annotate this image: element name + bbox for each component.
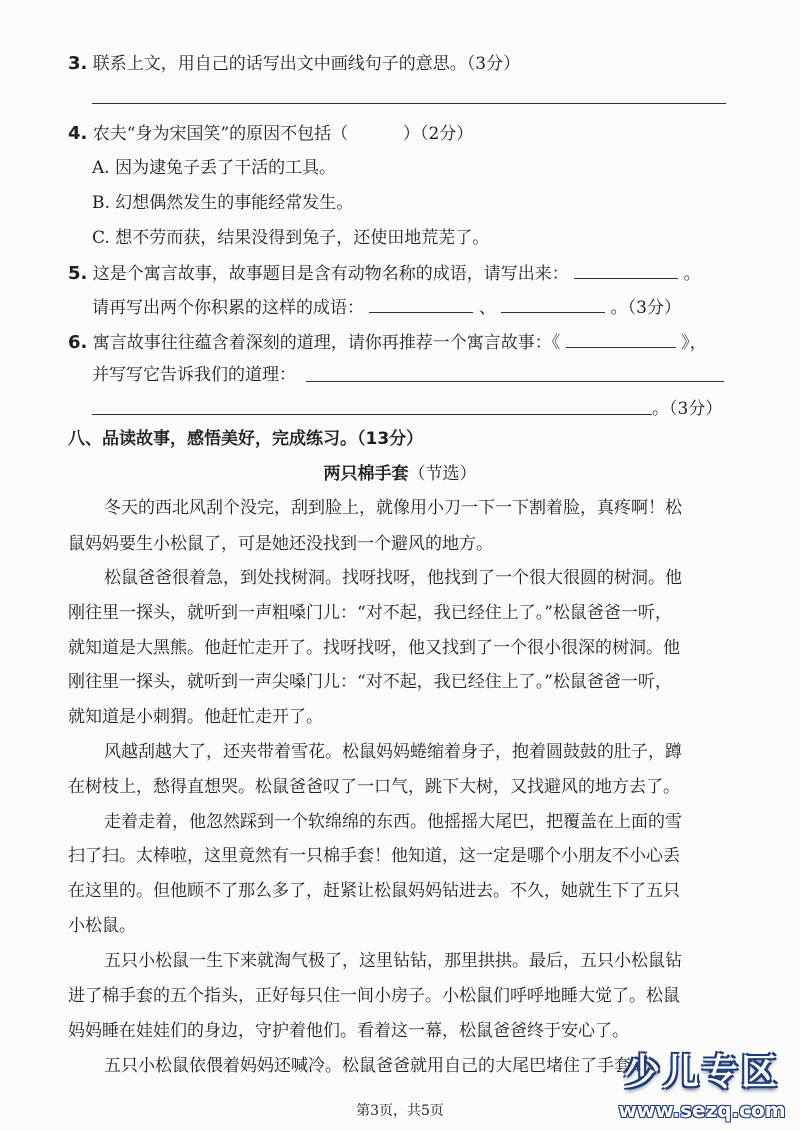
question-text: 这是个寓言故事，故事题目是含有动物名称的成语，请写出来： — [92, 264, 569, 284]
punctuation: 。 — [683, 264, 701, 284]
story-line: 就知道是小刺猬。他赶忙走开了。 — [68, 707, 323, 727]
score-text: 。（3分） — [652, 399, 723, 419]
punctuation: 》， — [681, 333, 707, 353]
option-c: C. 想不劳而获，结果没得到兔子，还使田地荒芜了。 — [92, 228, 490, 248]
story-line: 松鼠爸爸很着急，到处找树洞。找呀找呀，他找到了一个很大很圆的树洞。他 — [104, 568, 682, 588]
question-6 — [68, 329, 707, 355]
section-title: 八、品读故事，感悟美好，完成练习。（13分） — [68, 429, 424, 449]
answer-blank[interactable] — [566, 329, 676, 348]
story-line: 妈妈睡在娃娃们的身边，守护着他们。看着这一幕，松鼠爸爸终于安心了。 — [68, 1021, 629, 1041]
answer-line[interactable] — [92, 414, 652, 415]
score-text: 。（3分） — [610, 298, 681, 318]
question-number: 3. — [68, 53, 88, 74]
answer-blank[interactable] — [354, 121, 398, 139]
story-line: 风越刮越大了，还夹带着雪花。松鼠妈妈蜷缩着身子，抱着圆鼓鼓的肚子，蹲 — [104, 742, 682, 762]
question-text: 寓言故事往往蕴含着深刻的道理，请你再推荐一个寓言故事：《 — [92, 333, 561, 353]
question-5 — [68, 260, 701, 286]
question-text-end: ）（2分） — [402, 124, 474, 144]
answer-line[interactable] — [92, 103, 726, 104]
story-line: 五只小松鼠依偎着妈妈还喊冷。松鼠爸爸就用自己的大尾巴堵住了手套的 — [104, 1056, 648, 1076]
question-text: 联系上文，用自己的话写出文中画线句子的意思。（3分） — [92, 54, 521, 74]
answer-blank-2[interactable] — [501, 294, 605, 313]
story-line: 在树枝上，愁得直想哭。松鼠爸爸叹了一口气，跳下大树，又找避风的地方去了。 — [68, 777, 680, 797]
option-b: B. 幻想偶然发生的事能经常发生。 — [92, 193, 354, 213]
watermark-logo: 少儿专区 — [623, 1052, 780, 1093]
story-line: 进了棉手套的五个指头，正好每只住一间小房子。小松鼠们呼呼地睡大觉了。松鼠 — [68, 986, 680, 1006]
story-line: 走着走着，他忽然踩到一个软绵绵的东西。他摇摇大尾巴，把覆盖在上面的雪 — [104, 812, 682, 832]
story-subtitle: （节选） — [408, 464, 477, 484]
story-line: 小松鼠。 — [68, 916, 136, 936]
question-text: 农夫“身为宋国笑”的原因不包括（ — [92, 124, 349, 144]
answer-line[interactable] — [306, 381, 724, 382]
question-number: 4. — [68, 123, 88, 144]
question-6-line-2 — [92, 363, 296, 387]
watermark-url: www.sezq.com — [618, 1098, 786, 1122]
story-line: 冬天的西北风刮个没完，刮到脸上，就像用小刀一下一下割着脸，真疼啊！松 — [104, 498, 682, 518]
watermark — [612, 1050, 792, 1126]
story-line: 鼠妈妈要生小松鼠了，可是她还没找到一个避风的地方。 — [68, 534, 493, 554]
question-text: 请再写出两个你积累的这样的成语： — [92, 298, 364, 318]
story-heading — [0, 462, 800, 486]
answer-blank[interactable] — [574, 260, 678, 279]
option-a: A. 因为逮兔子丢了干活的工具。 — [92, 158, 337, 178]
question-3 — [68, 52, 520, 76]
page-number: 第3页，共5页 — [356, 1103, 444, 1119]
story-line: 五只小松鼠一生下来就淘气极了，这里钻钻，那里拱拱。最后，五只小松鼠钻 — [104, 951, 682, 971]
story-line: 就知道是大黑熊。他赶忙走开了。找呀找呀，他又找到了一个很小很深的树洞。他 — [68, 638, 680, 658]
story-line: 刚往里一探头，就听到一声粗嗓门儿：“对不起，我已经住上了。”松鼠爸爸一听， — [68, 603, 672, 623]
separator: 、 — [478, 298, 496, 318]
question-4 — [68, 121, 473, 146]
answer-blank-1[interactable] — [369, 294, 473, 313]
question-5-line-2 — [92, 294, 681, 320]
story-line: 在这里的。但他顾不了那么多了，赶紧让松鼠妈妈钻进去。不久，她就生下了五只 — [68, 881, 680, 901]
story-line: 刚往里一探头，就听到一声尖嗓门儿：“对不起，我已经住上了。”松鼠爸爸一听， — [68, 672, 672, 692]
question-number: 5. — [68, 263, 88, 284]
story-title: 两只棉手套 — [323, 464, 409, 484]
question-text: 并写写它告诉我们的道理： — [92, 365, 296, 385]
story-line: 扫了扫。太棒啦，这里竟然有一只棉手套！他知道，这一定是哪个小朋友不小心丢 — [68, 846, 680, 866]
question-number: 6. — [68, 332, 88, 353]
